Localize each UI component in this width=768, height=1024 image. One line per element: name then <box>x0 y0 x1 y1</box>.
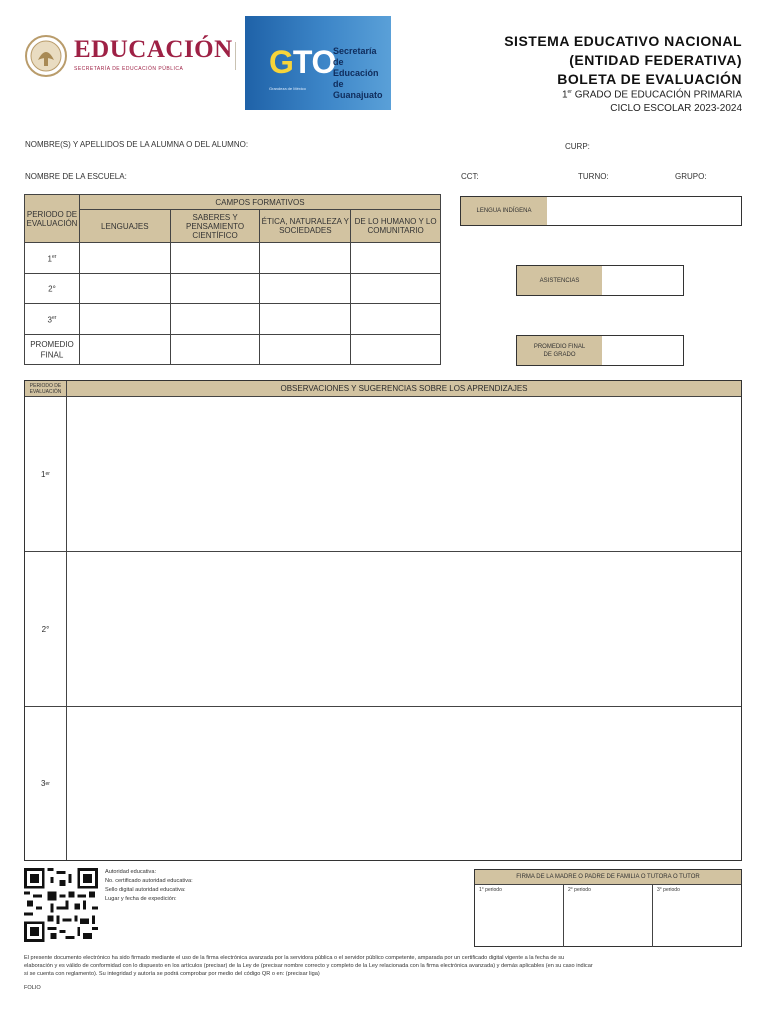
observaciones-table <box>24 380 742 861</box>
document-title-block <box>422 33 742 114</box>
obs-row <box>25 707 741 860</box>
obs-row-label: 2° <box>25 552 67 706</box>
col-etica: ÉTICA, NATURALEZA Y SOCIEDADES <box>260 210 351 243</box>
col-saberes: SABERES Y PENSAMIENTO CIENTÍFICO <box>170 210 260 243</box>
firma-col-3[interactable]: 3° periodo <box>657 887 680 893</box>
obs-title: OBSERVACIONES Y SUGERENCIAS SOBRE LOS APRENDIZAJES <box>280 384 528 393</box>
grade-row-label: 1er <box>25 243 80 274</box>
campos-formativos-header: CAMPOS FORMATIVOS <box>79 195 440 210</box>
gto-logo <box>245 16 391 110</box>
gto-secretaria-text: Secretaría de Educación de Guanajuato <box>333 46 383 100</box>
firma-columns <box>475 885 741 947</box>
grade-row-label: 2° <box>25 274 80 304</box>
edu-logo-word: EDUCACIÓN <box>74 36 233 63</box>
obs-row <box>25 552 741 707</box>
grade-cell[interactable] <box>170 304 260 335</box>
folio-label: FOLIO <box>24 985 41 991</box>
grade-cell[interactable] <box>260 304 351 335</box>
obs-row-label: 3 er <box>25 707 67 860</box>
ciclo-escolar: CICLO ESCOLAR 2023-2024 <box>610 103 742 114</box>
autoridad-line: No. certificado autoridad educativa: <box>105 878 193 884</box>
lengua-indigena-label: LENGUA INDÍGENA <box>461 197 547 225</box>
obs-periodo-header: PERIODO DE EVALUACIÓN <box>25 381 67 396</box>
gto-letter-g: G <box>269 44 293 80</box>
grade-cell[interactable] <box>79 335 170 365</box>
col-humano: DE LO HUMANO Y LO COMUNITARIO <box>351 210 441 243</box>
lengua-indigena-box <box>460 196 742 226</box>
grade-cell[interactable] <box>170 335 260 365</box>
sep-logo <box>24 34 233 82</box>
obs-text-area[interactable] <box>67 397 741 551</box>
legal-line: El presente documento electrónico ha sido firmado mediante el uso de la firma electrónica avanzada por la servidora pública o el servidor público competente, amparada por un certificado digital vigente a la fecha de su <box>24 955 565 961</box>
grade-row-label: PROMEDIO FINAL <box>25 335 80 365</box>
promedio-final-field[interactable] <box>602 336 683 365</box>
autoridad-block <box>105 868 193 904</box>
autoridad-line: Sello digital autoridad educativa: <box>105 887 186 893</box>
obs-row <box>25 397 741 552</box>
qr-code-icon <box>24 868 98 942</box>
promedio-final-box <box>516 335 684 366</box>
grades-table <box>24 194 441 365</box>
legal-line: si se cuenta con reglamento). Su integridad y autoría se podrá comprobar por medio del código QR o en: (precisar liga) <box>24 971 320 977</box>
gto-badge <box>269 44 335 81</box>
firma-col-1[interactable]: 1° periodo <box>475 885 564 947</box>
col-lenguajes: LENGUAJES <box>79 210 170 243</box>
gto-letter-t: T <box>292 44 312 80</box>
grade-cell[interactable] <box>260 274 351 304</box>
obs-text-area[interactable] <box>67 552 741 706</box>
grado-line: 1er GRADO DE EDUCACIÓN PRIMARIA <box>561 89 742 101</box>
firma-box <box>474 869 742 947</box>
curp-label: CURP: <box>565 142 590 151</box>
asistencias-label: ASISTENCIAS <box>517 266 602 295</box>
obs-row-label: 1 er <box>25 397 67 551</box>
grade-row-label: 3er <box>25 304 80 335</box>
promedio-final-label: PROMEDIO FINAL DE GRADO <box>517 336 602 365</box>
grade-cell[interactable] <box>79 304 170 335</box>
lengua-indigena-field[interactable] <box>547 197 741 225</box>
legal-line: elaboración y es válido de conformidad con lo dispuesto en los artículos (precisar) de la Ley de (precisar nombre correcto y completo de la Ley relacionada con la firma electrónica avanzada) y demás aplicables (en su caso indicar <box>24 963 593 969</box>
title-entidad: (ENTIDAD FEDERATIVA) <box>569 52 742 68</box>
title-sistema: SISTEMA EDUCATIVO NACIONAL <box>504 33 742 49</box>
autoridad-line: Lugar y fecha de expedición: <box>105 896 177 902</box>
legal-notice <box>24 954 742 978</box>
grade-cell[interactable] <box>351 243 441 274</box>
student-name-label: NOMBRE(S) Y APELLIDOS DE LA ALUMNA O DEL ALUMNO: <box>25 140 249 149</box>
grades-periodo-header: PERIODO DE EVALUACIÓN <box>25 195 80 243</box>
gto-letter-o: O <box>311 44 336 80</box>
observaciones-header-row <box>25 381 741 397</box>
grade-cell[interactable] <box>351 335 441 365</box>
coat-of-arms-icon <box>24 34 68 78</box>
title-boleta: BOLETA DE EVALUACIÓN <box>557 71 742 87</box>
grade-cell[interactable] <box>260 243 351 274</box>
grade-cell[interactable] <box>79 274 170 304</box>
autoridad-line: Autoridad educativa: <box>105 869 156 875</box>
grade-cell[interactable] <box>170 274 260 304</box>
grupo-label: GRUPO: <box>675 172 707 181</box>
grade-cell[interactable] <box>260 335 351 365</box>
grade-cell[interactable] <box>351 274 441 304</box>
cct-label: CCT: <box>461 172 479 181</box>
asistencias-field[interactable] <box>602 266 683 295</box>
turno-label: TURNO: <box>578 172 609 181</box>
gto-tagline: Grandeza de México <box>269 86 306 91</box>
logo-divider <box>235 42 236 70</box>
school-name-label: NOMBRE DE LA ESCUELA: <box>25 172 127 181</box>
firma-col-2[interactable]: 2° periodo <box>564 885 653 947</box>
grade-cell[interactable] <box>170 243 260 274</box>
asistencias-box <box>516 265 684 296</box>
firma-title: FIRMA DE LA MADRE O PADRE DE FAMILIA O TUTORA O TUTOR <box>475 870 741 885</box>
edu-logo-subtitle: SECRETARÍA DE EDUCACIÓN PÚBLICA <box>74 66 184 72</box>
grade-cell[interactable] <box>79 243 170 274</box>
grade-cell[interactable] <box>351 304 441 335</box>
obs-text-area[interactable] <box>67 707 741 860</box>
